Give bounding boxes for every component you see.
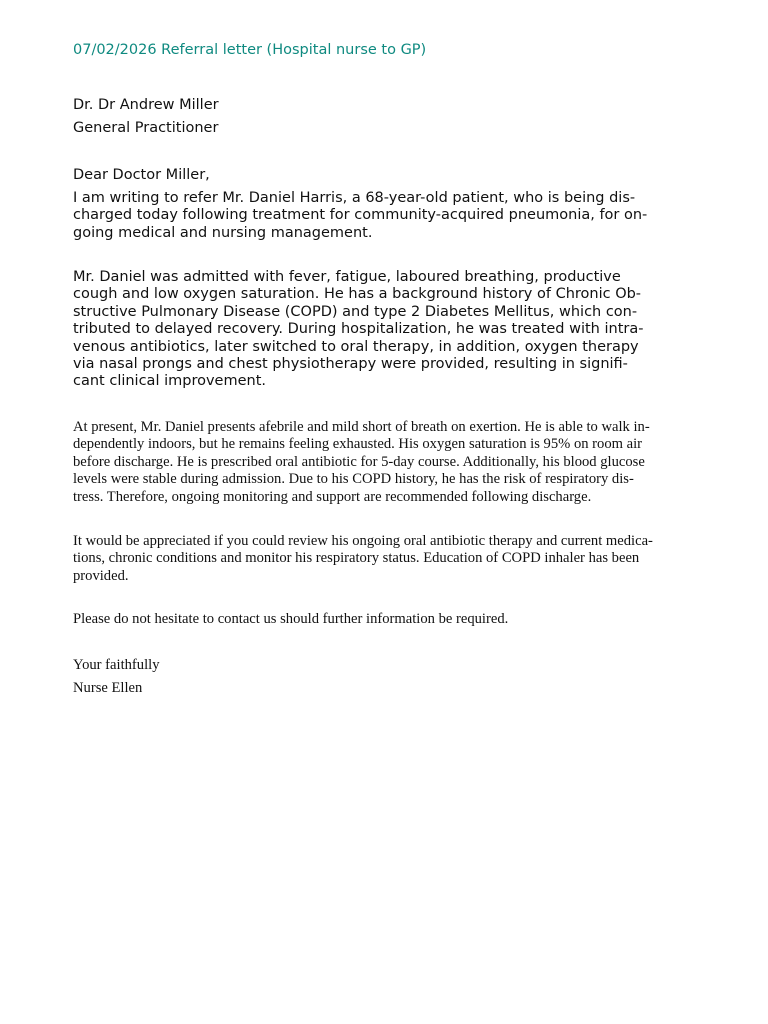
- paragraph-line: venous antibiotics, later switched to oral therapy, in addition, oxygen therapy: [73, 338, 639, 355]
- paragraph-line: tress. Therefore, ongoing monitoring and support are recommended following discharge.: [73, 488, 592, 505]
- recipient-name: Dr. Dr Andrew Miller: [73, 97, 219, 113]
- paragraph-line: going medical and nursing management.: [73, 224, 373, 241]
- salutation: Dear Doctor Miller,: [73, 167, 210, 183]
- signature: Nurse Ellen: [73, 680, 143, 696]
- paragraph-line: charged today following treatment for community-acquired pneumonia, for on-: [73, 207, 648, 224]
- paragraph-line: dependently indoors, but he remains feeling exhausted. His oxygen saturation is 95% on room air: [73, 436, 643, 453]
- paragraph-line: provided.: [73, 567, 129, 584]
- paragraph-request: [73, 533, 693, 585]
- paragraph-line: before discharge. He is prescribed oral antibiotic for 5-day course. Additionally, his blood glucose: [73, 453, 645, 470]
- paragraph-line: cant clinical improvement.: [73, 373, 266, 390]
- paragraph-line: via nasal prongs and chest physiotherapy were provided, resulting in signifi-: [73, 356, 628, 373]
- paragraph-line: levels were stable during admission. Due to his COPD history, he has the risk of respiratory dis-: [73, 471, 634, 488]
- paragraph-admission: [73, 269, 693, 391]
- recipient-block: [73, 97, 693, 137]
- paragraph-line: tions, chronic conditions and monitor his respiratory status. Education of COPD inhaler has been: [73, 550, 640, 567]
- paragraph-line: Mr. Daniel was admitted with fever, fatigue, laboured breathing, productive: [73, 269, 621, 285]
- paragraph-contact: Please do not hesitate to contact us should further information be required.: [73, 611, 509, 627]
- closing: Your faithfully: [73, 657, 160, 673]
- paragraph-line: At present, Mr. Daniel presents afebrile and mild short of breath on exertion. He is able to walk in-: [73, 419, 650, 435]
- paragraph-line: tributed to delayed recovery. During hospitalization, he was treated with intra-: [73, 321, 644, 338]
- paragraph-line: It would be appreciated if you could review his ongoing oral antibiotic therapy and current medica-: [73, 533, 653, 549]
- paragraph-line: cough and low oxygen saturation. He has a background history of Chronic Ob-: [73, 286, 642, 303]
- paragraph-referral: [73, 190, 693, 242]
- recipient-role: General Practitioner: [73, 120, 219, 136]
- paragraph-line: I am writing to refer Mr. Daniel Harris, a 68-year-old patient, who is being dis-: [73, 190, 636, 206]
- letter-header: 07/02/2026 Referral letter (Hospital nurse to GP): [73, 42, 427, 58]
- paragraph-line: structive Pulmonary Disease (COPD) and type 2 Diabetes Mellitus, which con-: [73, 303, 638, 320]
- paragraph-current-status: [73, 419, 693, 506]
